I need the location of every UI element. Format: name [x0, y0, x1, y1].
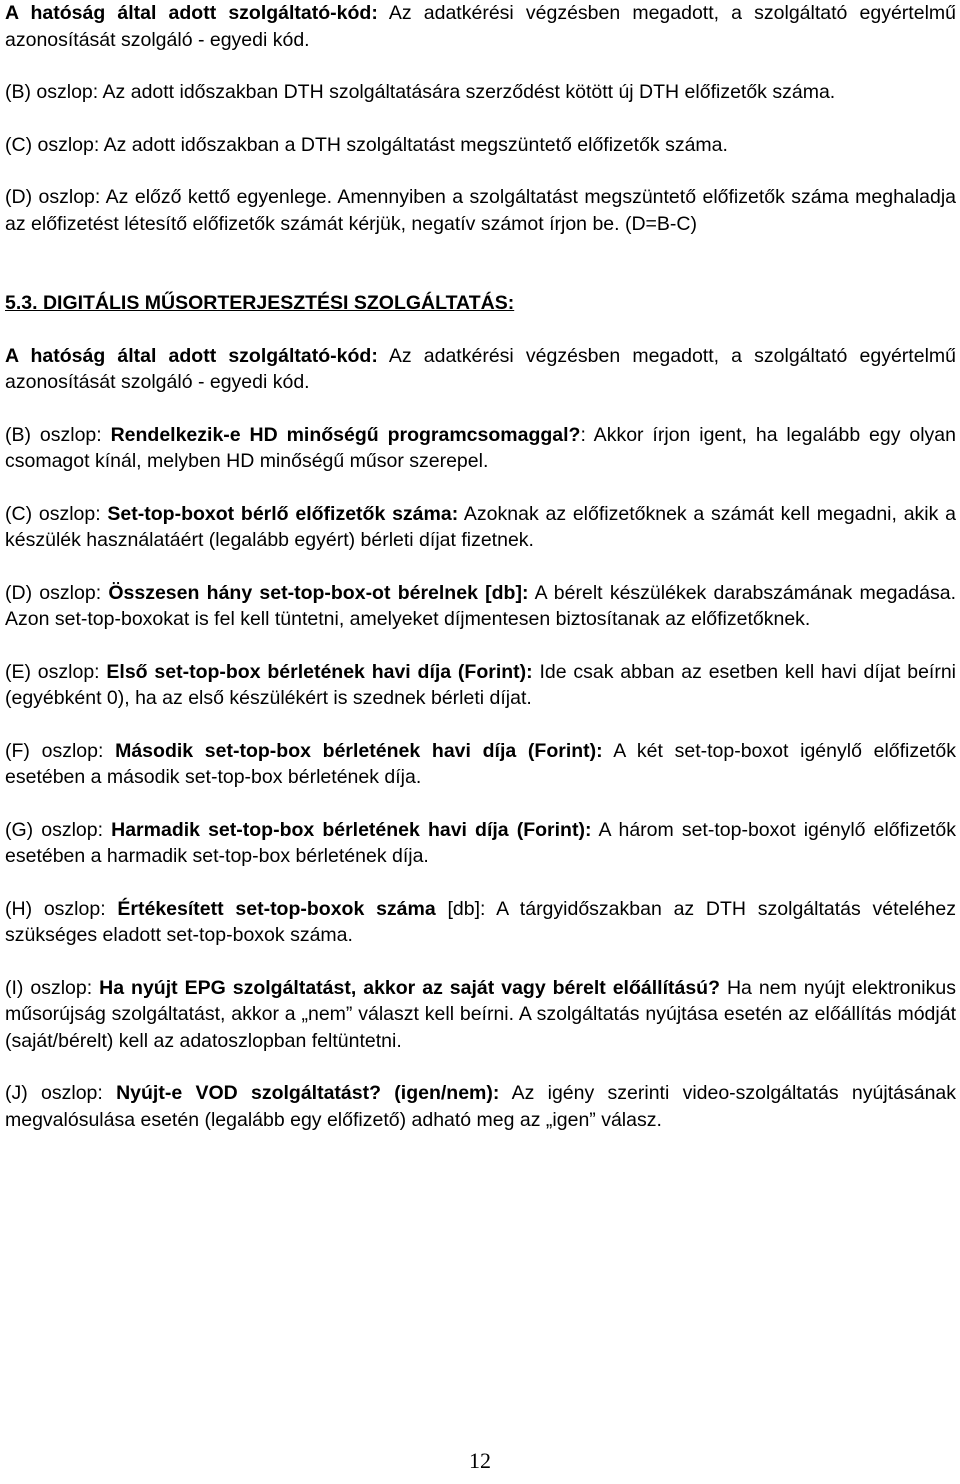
paragraph-text: A három set-top-boxot igénylő előfizetők esetében a harmadik set-top-box bérletének díja. — [5, 818, 956, 867]
column-description — [5, 501, 956, 554]
term-label: Összesen hány set-top-box-ot bérelnek [db]: — [108, 581, 529, 604]
column-label: (F) oszlop — [5, 739, 98, 762]
paragraph-text: Azoknak az előfizetőknek a számát kell megadni, akik a készülék használatáért (legalább egyért) bérleti díjat fizetnek. — [5, 502, 957, 551]
paragraph-text: Az adott időszakban DTH szolgáltatására szerződést kötött új DTH előfizetők száma. — [98, 81, 836, 103]
colon: : — [94, 186, 101, 208]
paragraph-text: A bérelt készülékek darabszámának megadása. Azon set-top-boxokat is fel kell tüntetni, amelyeket díjmentesen biztosítanak az előfizetőknek. — [5, 581, 957, 630]
term-label: Rendelkezik-e HD minőségű programcsomaggal? — [110, 423, 581, 446]
paragraph-text: Ha nem nyújt elektronikus műsorújság szolgáltatást, akkor a „nem” választ kell beírni. A szolgáltatás nyújtása esetén az előállítás módját (saját/bérelt) kell az adatoszlopban feltüntetni. — [5, 976, 956, 1052]
paragraph-text: Az adott időszakban a DTH szolgáltatást megszüntető előfizetők száma. — [99, 133, 728, 156]
term-label: A hatóság által adott szolgáltató-kód: — [5, 2, 378, 24]
paragraph-text: Az adatkérési végzésben megadott, a szolgáltató egyértelmű azonosítását szolgáló - egyedi kód. — [5, 344, 956, 393]
term-label: Nyújt-e VOD szolgáltatást? (igen/nem): — [116, 1082, 500, 1104]
column-description — [5, 896, 956, 949]
colon: : — [97, 1082, 117, 1104]
column-descriptions — [5, 422, 956, 1134]
colon: : — [97, 739, 116, 762]
section-heading: 5.3. DIGITÁLIS MŰSORTERJESZTÉSI SZOLGÁLTATÁS: — [5, 292, 515, 314]
term-label: A hatóság által adott szolgáltató-kód: — [5, 344, 378, 367]
column-label: (C) oszlop — [5, 502, 96, 525]
column-label: (G) oszlop — [5, 818, 98, 841]
paragraph-text: Az adatkérési végzésben megadott, a szolgáltató egyértelmű azonosítását szolgáló - egyedi kód. — [5, 2, 956, 51]
term-label: Második set-top-box bérletének havi díja (Forint): — [115, 739, 603, 762]
colon: : — [95, 502, 108, 525]
paragraph-provider-code-2 — [5, 343, 956, 396]
term-label: Set-top-boxot bérlő előfizetők száma: — [107, 502, 459, 525]
column-label: (D) oszlop — [5, 581, 96, 604]
term-label: Első set-top-box bérletének havi díja (Forint): — [106, 660, 533, 683]
colon: : — [95, 581, 109, 604]
colon: : — [100, 897, 118, 920]
paragraph-text: [db]: A tárgyidőszakban az DTH szolgáltatás vételéhez szükséges eladott set-top-boxok száma. — [5, 897, 956, 946]
column-label: (B) oszlop — [5, 423, 97, 446]
colon: : — [93, 133, 100, 156]
column-description — [5, 817, 956, 870]
colon: : — [97, 818, 112, 841]
colon: : — [86, 976, 100, 999]
column-label: (D) oszlop — [5, 186, 95, 208]
paragraph-provider-code — [5, 0, 956, 53]
column-description — [5, 1080, 956, 1133]
column-description — [5, 738, 956, 791]
paragraph-text: : Akkor írjon igent, ha legalább egy olyan csomagot kínál, melyben HD minőségű műsor szerepel. — [5, 423, 956, 472]
paragraph-column-d — [5, 184, 956, 237]
column-label: (E) oszlop — [5, 660, 95, 683]
colon: : — [92, 81, 99, 103]
paragraph-text: Az előző kettő egyenlege. Amennyiben a szolgáltatást megszüntető előfizetők száma meghaladja az előfizetést létesítő előfizetők számát kérjük, negatív számot írjon be. (D=B-C) — [5, 186, 957, 235]
colon: : — [94, 660, 107, 683]
page-number: 12 — [469, 1448, 491, 1473]
column-description — [5, 659, 956, 712]
column-label: (C) oszlop — [5, 133, 94, 156]
term-label: Ha nyújt EPG szolgáltatást, akkor az saját vagy bérelt előállítású? — [99, 976, 720, 999]
column-label: (J) oszlop — [5, 1082, 98, 1104]
column-label: (H) oszlop — [5, 897, 101, 920]
column-label: (B) oszlop — [5, 81, 93, 103]
column-description — [5, 975, 956, 1055]
term-label: Harmadik set-top-box bérletének havi díja (Forint): — [111, 818, 592, 841]
paragraph-column-b — [5, 79, 956, 106]
paragraph-text: Az igény szerinti video-szolgáltatás nyújtásának megvalósulása esetén (legalább egy előfizető) adható meg az „igen” válasz. — [5, 1082, 957, 1131]
paragraph-column-c — [5, 132, 956, 159]
column-label: (I) oszlop — [5, 976, 87, 999]
column-description — [5, 580, 956, 633]
paragraph-text: A két set-top-boxot igénylő előfizetők esetében a második set-top-box bérletének díja. — [5, 739, 956, 788]
paragraph-text: Ide csak abban az esetben kell havi díjat beírni (egyébként 0), ha az első készülékért is szednek bérleti díjat. — [5, 660, 956, 709]
colon: : — [96, 423, 111, 446]
term-label: Értékesített set-top-boxok száma — [117, 897, 436, 920]
column-description — [5, 422, 956, 475]
